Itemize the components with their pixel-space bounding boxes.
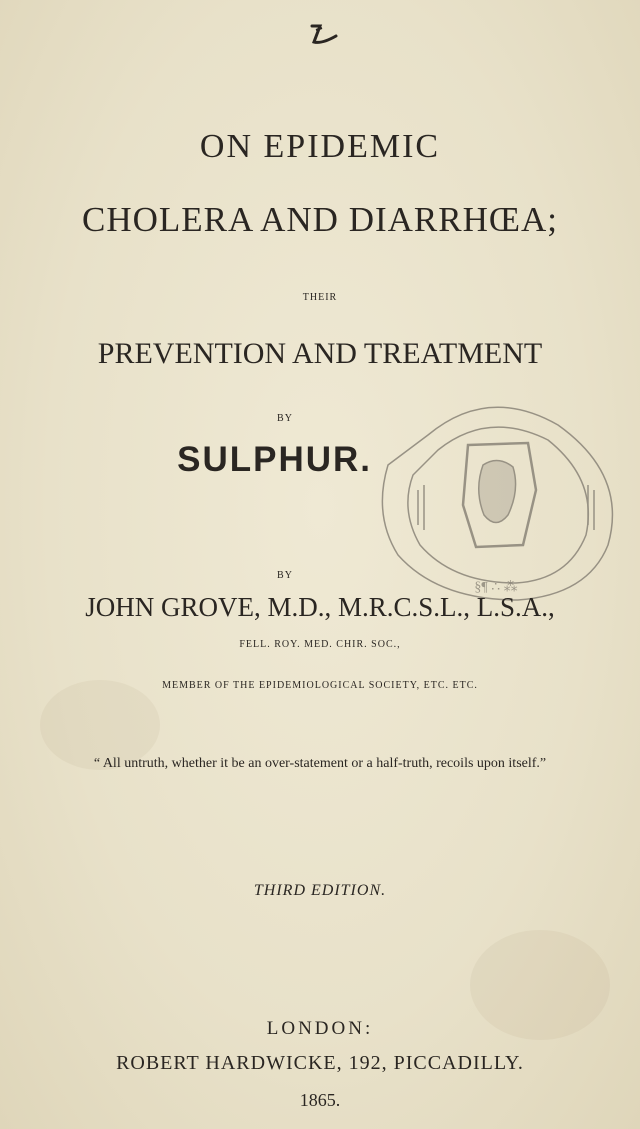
author-credential-2: MEMBER OF THE EPIDEMIOLOGICAL SOCIETY, ETC. ETC. (162, 680, 478, 691)
edition: THIRD EDITION. (253, 882, 387, 899)
svg-text:§¶ ∴ ⁂: §¶ ∴ ⁂ (474, 580, 518, 595)
handwritten-mark (302, 22, 346, 48)
pseudonym: SULPHUR. (177, 440, 372, 479)
imprint-publisher: ROBERT HARDWICKE, 192, PICCADILLY. (116, 1052, 524, 1074)
by-label: BY (277, 413, 293, 424)
title-line-2: CHOLERA AND DIARRHŒA; (81, 200, 559, 239)
by-label-2: BY (277, 570, 293, 581)
epigraph: “ All untruth, whether it be an over-statement or a half-truth, recoils upon itself.” (93, 756, 547, 771)
author-credential-1: FELL. ROY. MED. CHIR. SOC., (239, 639, 401, 650)
title-their: THEIR (302, 292, 338, 303)
author-name: JOHN GROVE, M.D., M.R.C.S.L., L.S.A., (85, 592, 555, 622)
title-line-3: PREVENTION AND TREATMENT (97, 337, 543, 370)
library-stamp-icon (358, 395, 636, 610)
imprint-city: LONDON: (266, 1018, 374, 1039)
title-line-1: ON EPIDEMIC (199, 128, 441, 165)
imprint-year: 1865. (299, 1090, 341, 1110)
